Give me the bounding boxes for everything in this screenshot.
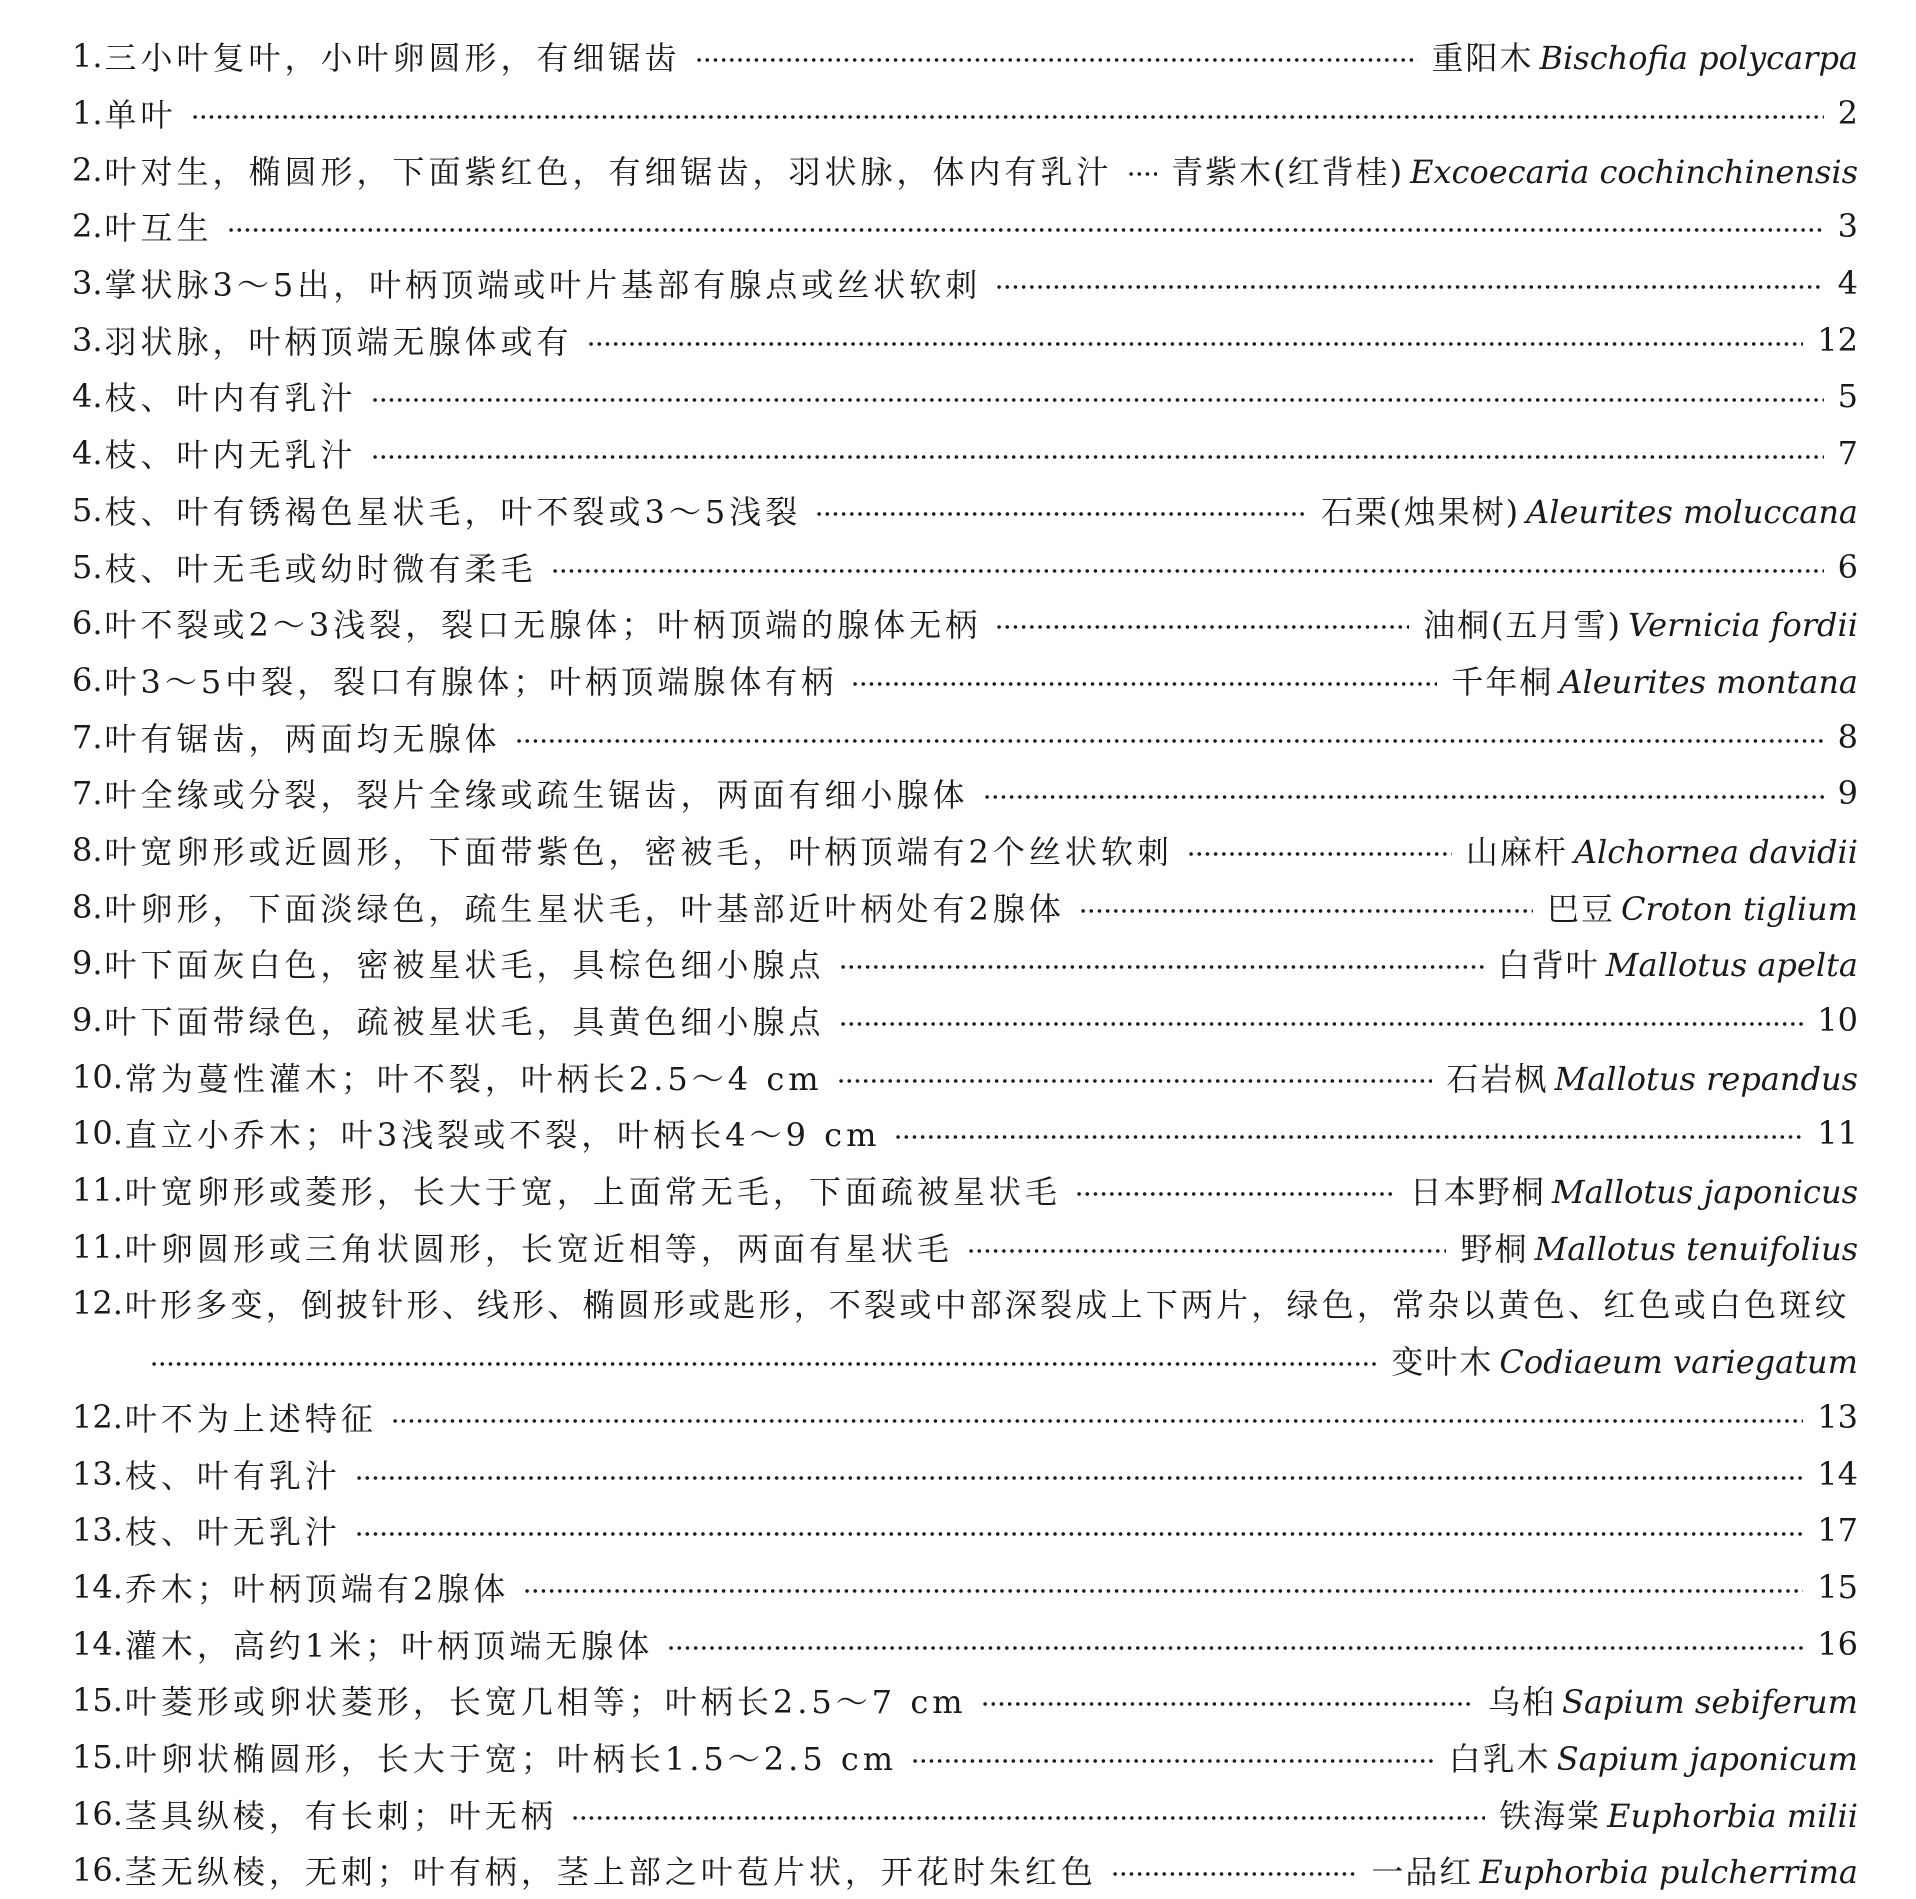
taxon [1449,1734,1858,1780]
dot-leader [551,567,1824,575]
couplet-number: 13. [72,1454,123,1493]
key-entry [72,1842,1858,1899]
key-row [72,85,1858,142]
key-row [72,538,1858,595]
scientific-name: Mallotus repandus [1554,1059,1858,1098]
couplet-number: 8. [72,887,103,926]
key-row [72,1615,1858,1672]
key-row [72,1389,1858,1446]
couplet-number: 4. [72,377,103,416]
scientific-name: Euphorbia milii [1607,1796,1858,1835]
couplet-number: 12. [72,1284,123,1323]
character-description: 叶形多变，倒披针形、线形、椭圆形或匙形，不裂或中部深裂成上下两片，绿色，常杂以黄色、红色或白色斑纹 [124,1286,1850,1325]
dot-leader [911,1757,1435,1765]
couplet-number: 9. [72,944,103,983]
dot-leader [571,1814,1485,1822]
key-entry [72,1048,1858,1105]
couplet-number: 10. [72,1057,123,1096]
scientific-name: Sapium sebiferum [1562,1683,1858,1722]
couplet-number: 3. [72,264,103,303]
dot-leader [371,453,1824,461]
key-entry [72,368,1858,425]
go-to-couplet: 11 [1817,1114,1858,1153]
character-description: 乔木；叶柄顶端有2腺体 [124,1569,510,1608]
key-row [72,1445,1858,1502]
character-description: 枝、叶内无乳汁 [104,436,357,475]
key-entry [72,935,1858,992]
chinese-name: 一品红 [1371,1853,1474,1892]
key-row [72,198,1858,255]
dot-leader [967,1247,1447,1255]
key-row [72,878,1858,935]
dot-leader [851,680,1437,688]
dot-leader [587,340,1804,348]
scientific-name: Sapium japonicum [1556,1739,1858,1778]
go-to-couplet: 12 [1817,320,1858,359]
key-row [72,482,1858,539]
character-description: 直立小乔木；叶3浅裂或不裂，叶柄长4～9 cm [124,1116,881,1155]
key-row [72,1729,1858,1786]
key-row [72,141,1858,198]
dot-leader [191,113,1824,121]
taxon [1547,884,1858,930]
scientific-name: Mallotus apelta [1605,946,1858,985]
couplet-number: 5. [72,547,103,586]
dot-leader [355,1474,1803,1482]
taxon [1499,1791,1858,1837]
chinese-name: 千年桐 [1451,662,1554,701]
key-row [72,1559,1858,1616]
key-row [72,595,1858,652]
key-entry [72,822,1858,879]
chinese-name: 白背叶 [1497,946,1600,985]
scientific-name: Vernicia fordii [1627,606,1858,645]
couplet-number: 16. [72,1794,123,1833]
go-to-couplet: 3 [1837,207,1858,246]
couplet-number: 7. [72,717,103,756]
character-description: 叶3～5中裂，裂口有腺体；叶柄顶端腺体有柄 [104,662,838,701]
character-description: 枝、叶内有乳汁 [104,379,357,418]
dot-leader [227,226,1824,234]
taxon [1371,1847,1858,1893]
dot-leader [894,1133,1803,1141]
dot-leader [1127,170,1158,178]
character-description: 叶不为上述特征 [124,1399,377,1438]
taxon [1432,33,1859,79]
dot-leader [981,1700,1474,1708]
dot-leader [1079,907,1533,915]
character-description: 叶菱形或卵状菱形，长宽几相等；叶柄长2.5～7 cm [124,1683,967,1722]
scientific-name: Codiaeum variegatum [1499,1343,1858,1382]
couplet-number: 11. [72,1171,123,1210]
taxon [1498,940,1858,986]
couplet-number: 2. [72,207,103,246]
identification-key [72,28,1858,1899]
character-description: 叶有锯齿，两面均无腺体 [104,719,501,758]
character-description: 叶卵状椭圆形，长大于宽；叶柄长1.5～2.5 cm [124,1739,898,1778]
couplet-number: 11. [72,1227,123,1266]
character-description: 枝、叶有乳汁 [124,1456,341,1495]
go-to-couplet: 9 [1837,774,1858,813]
key-entry [72,1615,1858,1672]
dot-leader [1187,850,1452,858]
scientific-name: Bischofia polycarpa [1539,39,1858,78]
scientific-name: Euphorbia pulcherrima [1479,1853,1858,1892]
character-description: 常为蔓性灌木；叶不裂，叶柄长2.5～4 cm [124,1059,823,1098]
couplet-number: 1. [72,94,103,133]
character-description: 叶对生，椭圆形，下面紫红色，有细锯齿，羽状脉，体内有乳汁 [104,152,1113,191]
dot-leader [391,1417,1803,1425]
character-description: 叶全缘或分裂，裂片全缘或疏生锯齿，两面有细小腺体 [104,776,969,815]
character-description: 掌状脉3～5出，叶柄顶端或叶片基部有腺点或丝状软刺 [104,266,982,305]
key-entry [72,765,1858,822]
key-row [72,1162,1858,1219]
key-entry [72,311,1858,368]
taxon [1451,657,1858,703]
key-entry [72,538,1858,595]
key-entry [72,1389,1858,1446]
dot-leader [995,623,1409,631]
chinese-name: 野桐 [1460,1229,1529,1268]
character-description: 羽状脉，叶柄顶端无腺体或有 [104,322,573,361]
taxon [1423,600,1858,646]
chinese-name: 巴豆 [1547,889,1616,928]
key-entry [72,482,1858,539]
couplet-number: 14. [72,1624,123,1663]
taxon [1321,487,1858,533]
taxon [1488,1677,1858,1723]
couplet-number: 6. [72,604,103,643]
character-description: 枝、叶无乳汁 [124,1513,341,1552]
chinese-name: 日本野桐 [1409,1173,1546,1212]
dot-leader [839,963,1484,971]
couplet-number: 9. [72,1001,103,1040]
go-to-couplet: 2 [1837,94,1858,133]
taxon [1171,147,1858,193]
key-row [72,425,1858,482]
dot-leader [995,283,1823,291]
key-row [72,992,1858,1049]
key-row [72,1502,1858,1559]
taxon [1460,1224,1858,1270]
couplet-number: 1. [72,37,103,76]
couplet-number: 6. [72,660,103,699]
key-row [72,1048,1858,1105]
go-to-couplet: 8 [1837,717,1858,756]
key-entry [72,141,1858,198]
character-description: 灌木，高约1米；叶柄顶端无腺体 [124,1626,654,1665]
key-row [72,311,1858,368]
go-to-couplet: 15 [1817,1567,1858,1606]
go-to-couplet: 16 [1817,1624,1858,1663]
key-entry [72,595,1858,652]
couplet-number: 5. [72,490,103,529]
couplet-number: 13. [72,1511,123,1550]
key-row [72,708,1858,765]
character-description: 叶宽卵形或菱形，长大于宽，上面常无毛，下面疏被星状毛 [124,1173,1061,1212]
character-description: 叶互生 [104,209,213,248]
go-to-couplet: 14 [1817,1454,1858,1493]
key-entry [72,1445,1858,1502]
key-entry [72,708,1858,765]
chinese-name: 山麻杆 [1465,832,1568,871]
dot-leader [983,793,1824,801]
key-entry [72,198,1858,255]
scientific-name: Excoecaria cochinchinensis [1410,152,1858,191]
character-description: 叶下面灰白色，密被星状毛，具棕色细小腺点 [104,946,825,985]
character-description: 叶下面带绿色，疏被星状毛，具黄色细小腺点 [104,1003,825,1042]
key-row [72,1672,1858,1729]
scientific-name: Mallotus japonicus [1551,1173,1858,1212]
key-entry [72,992,1858,1049]
character-description: 叶宽卵形或近圆形，下面带紫色，密被毛，叶柄顶端有2个丝状软刺 [104,832,1173,871]
couplet-number: 15. [72,1681,123,1720]
chinese-name: 石栗(烛果树) [1321,492,1521,531]
key-entry [72,1105,1858,1162]
couplet-number: 10. [72,1114,123,1153]
key-entry [72,1672,1858,1729]
key-entry [72,1162,1858,1219]
key-row-continuation [150,1332,1858,1389]
scientific-name: Croton tiglium [1621,889,1858,928]
character-description: 叶卵圆形或三角状圆形，长宽近相等，两面有星状毛 [124,1229,953,1268]
taxon [1391,1337,1858,1383]
chinese-name: 乌桕 [1488,1683,1557,1722]
key-entry [72,1218,1858,1275]
couplet-number: 14. [72,1567,123,1606]
couplet-number: 15. [72,1737,123,1776]
key-entry [72,1502,1858,1559]
go-to-couplet: 10 [1817,1001,1858,1040]
chinese-name: 青紫木(红背桂) [1171,152,1405,191]
key-row [72,1842,1858,1899]
go-to-couplet: 4 [1837,264,1858,303]
key-row [72,368,1858,425]
dot-leader [667,1644,1803,1652]
scientific-name: Alchornea davidii [1573,832,1858,871]
key-row [72,28,1858,85]
couplet-number: 8. [72,830,103,869]
dot-leader [523,1587,1803,1595]
key-entry [72,28,1858,85]
couplet-number: 16. [72,1851,123,1890]
key-entry [72,1275,1858,1388]
couplet-number: 3. [72,320,103,359]
chinese-name: 油桐(五月雪) [1423,606,1622,645]
chinese-name: 白乳木 [1448,1739,1551,1778]
key-entry [72,652,1858,709]
key-row [72,822,1858,879]
key-row [72,652,1858,709]
character-description: 叶不裂或2～3浅裂，裂口无腺体；叶柄顶端的腺体无柄 [104,606,982,645]
dot-leader [355,1530,1803,1538]
character-description: 茎具纵棱，有长刺；叶无柄 [124,1796,557,1835]
couplet-number: 7. [72,774,103,813]
go-to-couplet: 6 [1837,547,1858,586]
dot-leader [695,56,1418,64]
chinese-name: 铁海棠 [1499,1796,1602,1835]
scientific-name: Mallotus tenuifolius [1534,1229,1858,1268]
character-description: 单叶 [104,96,177,135]
key-entry [72,1729,1858,1786]
key-entry [72,878,1858,935]
key-entry [72,425,1858,482]
go-to-couplet: 17 [1817,1511,1858,1550]
key-row [72,765,1858,822]
dot-leader [837,1077,1433,1085]
key-row [72,1218,1858,1275]
key-entry [72,255,1858,312]
key-row [72,1275,1858,1332]
couplet-number: 4. [72,434,103,473]
dot-leader [1111,1870,1357,1878]
key-row [72,1105,1858,1162]
key-row [72,935,1858,992]
chinese-name: 变叶木 [1391,1343,1494,1382]
chinese-name: 石岩枫 [1446,1059,1549,1098]
taxon [1410,1167,1858,1213]
key-row [72,1785,1858,1842]
dot-leader [515,737,1824,745]
dot-leader [815,510,1307,518]
chinese-name: 重阳木 [1431,39,1534,78]
dot-leader [371,396,1824,404]
go-to-couplet: 7 [1837,434,1858,473]
dot-leader [1075,1190,1396,1198]
dot-leader [839,1020,1804,1028]
key-row [72,255,1858,312]
key-entry [72,1785,1858,1842]
dot-leader [150,1360,1377,1368]
couplet-number: 2. [72,150,103,189]
taxon [1466,827,1858,873]
go-to-couplet: 13 [1817,1397,1858,1436]
scientific-name: Aleurites moluccana [1526,492,1858,531]
character-description: 枝、叶无毛或幼时微有柔毛 [104,549,537,588]
scientific-name: Aleurites montana [1559,662,1858,701]
character-description: 茎无纵棱，无刺；叶有柄，茎上部之叶苞片状，开花时朱红色 [124,1853,1097,1892]
character-description: 三小叶复叶，小叶卵圆形，有细锯齿 [104,39,681,78]
key-entry [72,1559,1858,1616]
character-description: 枝、叶有锈褐色星状毛，叶不裂或3～5浅裂 [104,492,802,531]
couplet-number: 12. [72,1397,123,1436]
character-description: 叶卵形，下面淡绿色，疏生星状毛，叶基部近叶柄处有2腺体 [104,889,1065,928]
go-to-couplet: 5 [1837,377,1858,416]
key-entry [72,85,1858,142]
taxon [1446,1054,1858,1100]
